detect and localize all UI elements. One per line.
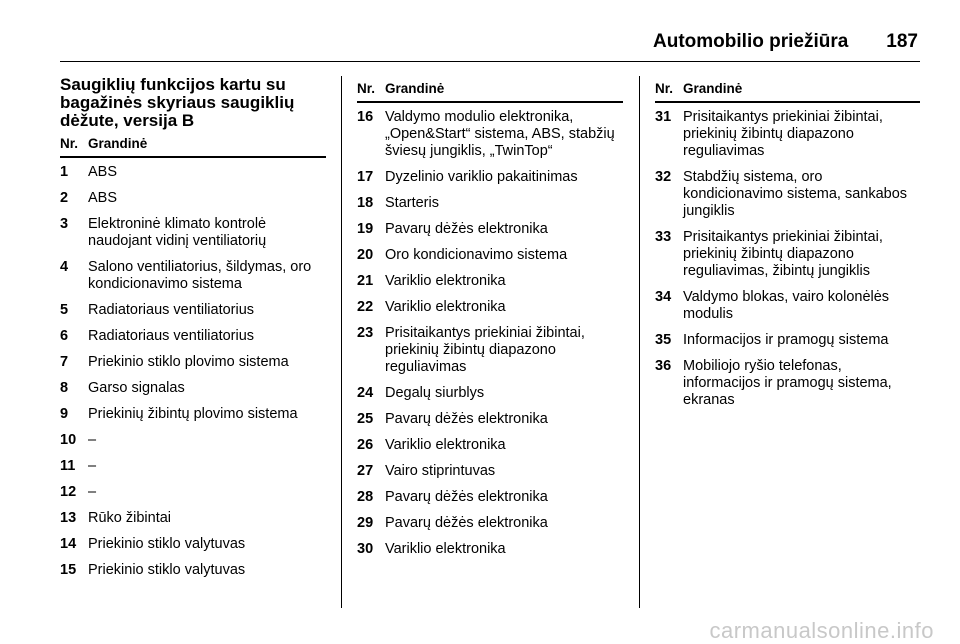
- fuse-number: 23: [357, 325, 374, 341]
- fuse-row: [60, 302, 326, 319]
- fuse-row: [60, 458, 326, 475]
- watermark: carmanualsonline.info: [709, 618, 934, 643]
- table-header: [655, 81, 920, 103]
- fuse-row: [655, 289, 920, 323]
- fuse-number: 20: [357, 247, 374, 263]
- fuse-row: [655, 358, 920, 409]
- column-divider-1: [341, 76, 342, 608]
- fuse-number: 25: [357, 411, 374, 427]
- fuse-row: [357, 221, 623, 238]
- fuse-circuit: Rūko žibintai: [88, 510, 172, 526]
- fuse-row: [357, 247, 623, 264]
- fuse-circuit: Priekinio stiklo plovimo sistema: [88, 354, 289, 370]
- fuse-circuit: Elektroninė klimato kontrolė naudojant vidinį ventiliatorių: [88, 216, 267, 249]
- fuse-number: 16: [357, 109, 374, 125]
- fuse-circuit: ABS: [88, 190, 118, 206]
- fuse-circuit: Pavarų dėžės elektronika: [385, 515, 548, 531]
- table-header: [357, 81, 623, 103]
- fuse-number: 6: [60, 328, 69, 344]
- fuse-circuit: Pavarų dėžės elektronika: [385, 411, 548, 427]
- fuse-row: [60, 432, 326, 449]
- fuse-row: [357, 273, 623, 290]
- fuse-rows-2: [357, 109, 623, 558]
- fuse-row: [60, 484, 326, 501]
- fuse-circuit: Vairo stiprintuvas: [385, 463, 496, 479]
- fuse-number: 1: [60, 164, 69, 180]
- fuse-row: [60, 190, 326, 207]
- fuse-number: 36: [655, 358, 672, 374]
- fuse-number: 13: [60, 510, 77, 526]
- fuse-column-3: [655, 81, 920, 418]
- fuse-circuit: ABS: [88, 164, 118, 180]
- fuse-circuit: Starteris: [385, 195, 439, 211]
- table-header-circuit: Grandinė: [385, 81, 445, 96]
- fuse-column-2: [357, 81, 623, 567]
- fuse-number: 22: [357, 299, 374, 315]
- fuse-number: 30: [357, 541, 374, 557]
- fuse-circuit: Pavarų dėžės elektronika: [385, 489, 548, 505]
- fuse-number: 35: [655, 332, 672, 348]
- fuse-number: 34: [655, 289, 672, 305]
- fuse-number: 10: [60, 432, 77, 448]
- fuse-number: 2: [60, 190, 69, 206]
- section-heading: Saugiklių funkcijos kartu su bagažinės skyriaus saugiklių dėžute, versija B: [60, 75, 295, 130]
- fuse-circuit: Salono ventiliatorius, šildymas, oro kondicionavimo sistema: [88, 259, 312, 292]
- fuse-number: 24: [357, 385, 374, 401]
- fuse-circuit: –: [88, 432, 97, 448]
- fuse-row: [357, 489, 623, 506]
- fuse-number: 9: [60, 406, 69, 422]
- fuse-rows-3: [655, 109, 920, 409]
- fuse-row: [60, 536, 326, 553]
- table-header-nr: Nr.: [60, 136, 79, 151]
- fuse-circuit: Valdymo modulio elektronika, „Open&Start“ sistema, ABS, stabžių šviesų jungiklis, „TwinTop“: [385, 109, 615, 159]
- fuse-row: [60, 164, 326, 181]
- fuse-circuit: Prisitaikantys priekiniai žibintai, priekinių žibintų diapazono reguliavimas: [683, 109, 883, 159]
- fuse-row: [60, 380, 326, 397]
- fuse-row: [655, 169, 920, 220]
- fuse-row: [357, 385, 623, 402]
- fuse-number: 27: [357, 463, 374, 479]
- table-header-nr: Nr.: [357, 81, 376, 96]
- fuse-row: [357, 515, 623, 532]
- fuse-circuit: Priekinių žibintų plovimo sistema: [88, 406, 298, 422]
- fuse-circuit: Oro kondicionavimo sistema: [385, 247, 568, 263]
- fuse-circuit: Mobiliojo ryšio telefonas, informacijos ir pramogų sistema, ekranas: [683, 358, 892, 408]
- page-title: Automobilio priežiūra: [653, 31, 849, 52]
- fuse-number: 8: [60, 380, 69, 396]
- fuse-row: [60, 406, 326, 423]
- fuse-row: [60, 328, 326, 345]
- fuse-circuit: Variklio elektronika: [385, 299, 506, 315]
- fuse-circuit: Radiatoriaus ventiliatorius: [88, 328, 255, 344]
- fuse-row: [655, 332, 920, 349]
- fuse-circuit: Variklio elektronika: [385, 541, 506, 557]
- page-number: 187: [886, 31, 918, 52]
- fuse-row: [655, 229, 920, 280]
- fuse-column-1: [60, 76, 326, 588]
- fuse-row: [357, 325, 623, 376]
- table-header-nr: Nr.: [655, 81, 674, 96]
- fuse-row: [357, 195, 623, 212]
- page-header: [60, 20, 918, 64]
- fuse-circuit: Priekinio stiklo valytuvas: [88, 562, 246, 578]
- fuse-circuit: Stabdžių sistema, oro kondicionavimo sistema, sankabos jungiklis: [683, 169, 908, 219]
- fuse-row: [60, 354, 326, 371]
- fuse-circuit: Variklio elektronika: [385, 437, 506, 453]
- fuse-number: 26: [357, 437, 374, 453]
- fuse-row: [357, 541, 623, 558]
- fuse-number: 29: [357, 515, 374, 531]
- fuse-circuit: –: [88, 484, 97, 500]
- fuse-circuit: Prisitaikantys priekiniai žibintai, priekinių žibintų diapazono reguliavimas: [385, 325, 585, 375]
- fuse-number: 12: [60, 484, 77, 500]
- fuse-row: [60, 562, 326, 579]
- fuse-number: 11: [60, 458, 76, 474]
- fuse-row: [655, 109, 920, 160]
- fuse-number: 28: [357, 489, 374, 505]
- table-header-circuit: Grandinė: [683, 81, 743, 96]
- fuse-rows-1: [60, 164, 326, 579]
- fuse-circuit: Garso signalas: [88, 380, 185, 396]
- fuse-number: 14: [60, 536, 77, 552]
- fuse-circuit: –: [88, 458, 97, 474]
- fuse-row: [357, 109, 623, 160]
- fuse-circuit: Prisitaikantys priekiniai žibintai, priekinių žibintų diapazono reguliavimas, žibintų jungiklis: [683, 229, 883, 279]
- fuse-number: 3: [60, 216, 69, 232]
- fuse-circuit: Variklio elektronika: [385, 273, 506, 289]
- fuse-circuit: Valdymo blokas, vairo kolonėlės modulis: [683, 289, 890, 322]
- fuse-number: 33: [655, 229, 672, 245]
- fuse-number: 4: [60, 259, 69, 275]
- fuse-circuit: Informacijos ir pramogų sistema: [683, 332, 889, 348]
- column-divider-2: [639, 76, 640, 608]
- fuse-number: 18: [357, 195, 374, 211]
- fuse-row: [357, 437, 623, 454]
- fuse-row: [357, 299, 623, 316]
- fuse-number: 15: [60, 562, 77, 578]
- fuse-circuit: Dyzelinio variklio pakaitinimas: [385, 169, 578, 185]
- fuse-number: 21: [357, 273, 374, 289]
- fuse-number: 32: [655, 169, 672, 185]
- fuse-row: [357, 411, 623, 428]
- fuse-number: 5: [60, 302, 69, 318]
- table-header: [60, 136, 326, 158]
- fuse-row: [357, 463, 623, 480]
- table-header-circuit: Grandinė: [88, 136, 148, 151]
- fuse-circuit: Priekinio stiklo valytuvas: [88, 536, 246, 552]
- fuse-row: [60, 259, 326, 293]
- fuse-number: 7: [60, 354, 69, 370]
- fuse-circuit: Radiatoriaus ventiliatorius: [88, 302, 255, 318]
- fuse-row: [357, 169, 623, 186]
- fuse-circuit: Degalų siurblys: [385, 385, 485, 401]
- fuse-circuit: Pavarų dėžės elektronika: [385, 221, 548, 237]
- fuse-row: [60, 510, 326, 527]
- fuse-row: [60, 216, 326, 250]
- fuse-number: 17: [357, 169, 374, 185]
- fuse-number: 19: [357, 221, 374, 237]
- header-rule: [60, 61, 920, 62]
- fuse-number: 31: [655, 109, 672, 125]
